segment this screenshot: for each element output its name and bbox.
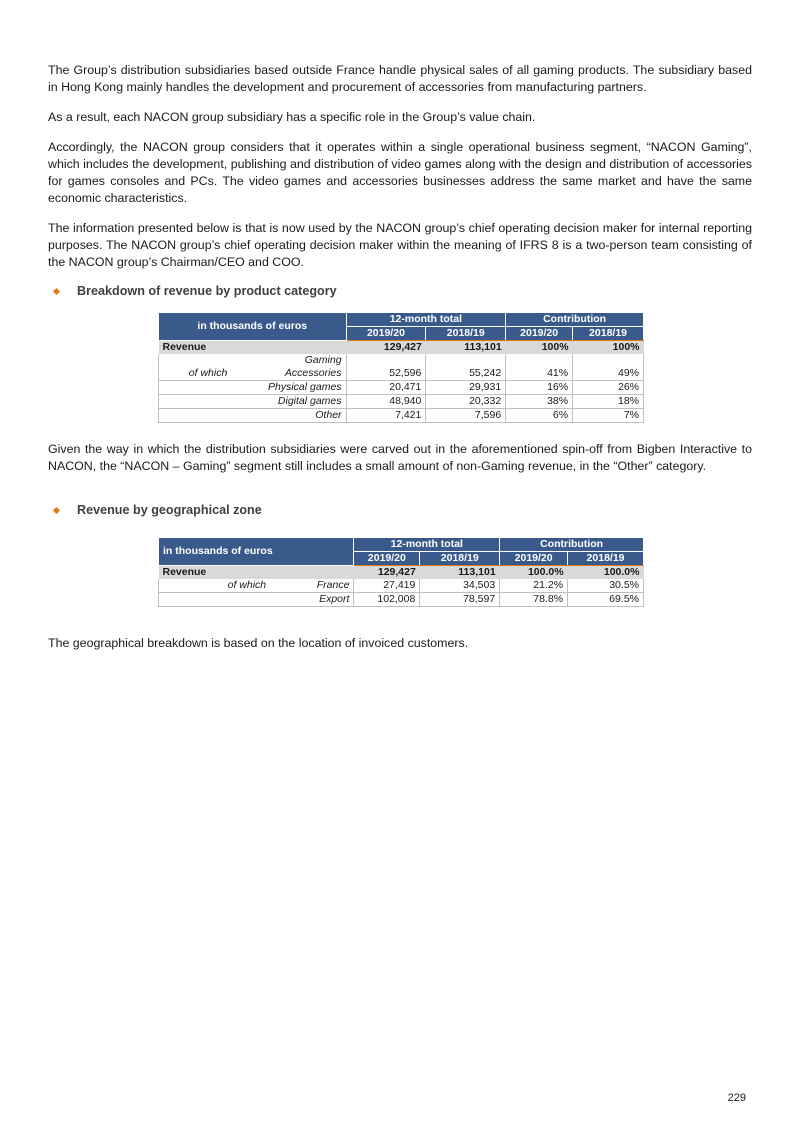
page-number: 229 (727, 1092, 746, 1104)
cell-value: 100.0% (568, 566, 644, 580)
col-header: 2019/20 (506, 327, 573, 341)
row-label: Gaming (231, 354, 346, 367)
col-header: 2018/19 (420, 552, 500, 566)
group-header-total: 12-month total (346, 313, 506, 327)
revenue-by-zone-table (158, 537, 644, 607)
cell-value: 7,596 (426, 409, 506, 423)
table-row (159, 381, 644, 395)
table-unit-header: in thousands of euros (159, 313, 347, 341)
col-header: 2019/20 (354, 552, 420, 566)
heading-text: Revenue by geographical zone (77, 503, 262, 517)
cell-value: 27,419 (354, 579, 420, 593)
paragraph-ifrs8: The information presented below is that is now used by the NACON group’s chief operating decision maker for internal reporting purposes. The NACON group’s chief operating decision maker within the meaning of IFRS 8 is a two-person team consisting of the NACON group’s Chairman/CEO and COO. (48, 221, 752, 269)
document-page (48, 62, 752, 665)
section-heading-geographical-zone (54, 503, 752, 517)
cell-value: 113,101 (426, 341, 506, 355)
row-label: Export (270, 593, 354, 607)
table-row (159, 395, 644, 409)
col-header: 2018/19 (573, 327, 644, 341)
revenue-row (159, 566, 644, 580)
cell-value: 78.8% (500, 593, 568, 607)
revenue-by-product-table (158, 312, 644, 423)
cell-value: 29,931 (426, 381, 506, 395)
cell-value: 113,101 (420, 566, 500, 580)
row-label: Other (231, 409, 346, 423)
cell-value: 49% (573, 367, 644, 381)
cell-value: 18% (573, 395, 644, 409)
table-row-gaming (159, 354, 644, 367)
revenue-row (159, 341, 644, 355)
paragraph-value-chain: As a result, each NACON group subsidiary has a specific role in the Group’s value chain. (48, 110, 536, 124)
orange-diamond-bullet-icon (53, 506, 60, 513)
cell-value: 26% (573, 381, 644, 395)
cell-value: 129,427 (354, 566, 420, 580)
cell-value: 30.5% (568, 579, 644, 593)
cell-value: 20,471 (346, 381, 426, 395)
cell-value: 7,421 (346, 409, 426, 423)
cell-value: 102,008 (354, 593, 420, 607)
cell-value: 41% (506, 367, 573, 381)
group-header-total: 12-month total (354, 538, 500, 552)
paragraph-segment: Accordingly, the NACON group considers that it operates within a single operational business segment, “NACON Gaming”, which includes the development, publishing and distribution of video games along with the design and distribution of accessories for games consoles and PCs. The video games and accessories businesses address the same market and have the same economic characteristics. (48, 140, 752, 205)
cell-value: 20,332 (426, 395, 506, 409)
col-header: 2018/19 (568, 552, 644, 566)
heading-text: Breakdown of revenue by product category (77, 284, 337, 298)
cell-value: 69.5% (568, 593, 644, 607)
group-header-contribution: Contribution (500, 538, 644, 552)
cell-value: 21.2% (500, 579, 568, 593)
group-header-contribution: Contribution (506, 313, 644, 327)
col-header: 2019/20 (500, 552, 568, 566)
table-row (159, 579, 644, 593)
paragraph-distribution: The Group’s distribution subsidiaries based outside France handle physical sales of all gaming products. The subsidiary based in Hong Kong mainly handles the development and procurement of accessories from manufacturing partners. (48, 63, 752, 94)
row-label: Digital games (231, 395, 346, 409)
paragraph-geo-basis: The geographical breakdown is based on the location of invoiced customers. (48, 636, 469, 650)
cell-value: 52,596 (346, 367, 426, 381)
cell-value: 100.0% (500, 566, 568, 580)
cell-value: 6% (506, 409, 573, 423)
paragraph-other-category: Given the way in which the distribution subsidiaries were carved out in the aforementioned spin-off from Bigben Interactive to NACON, the “NACON – Gaming” segment still includes a small amount of non-Gaming revenue, in the “Other” category. (48, 442, 752, 473)
row-label: Revenue (159, 341, 347, 355)
of-which-label: of which (159, 579, 271, 593)
table-row (159, 593, 644, 607)
cell-value: 78,597 (420, 593, 500, 607)
table-unit-header: in thousands of euros (159, 538, 354, 566)
col-header: 2019/20 (346, 327, 426, 341)
cell-value: 38% (506, 395, 573, 409)
table-row (159, 409, 644, 423)
of-which-label: of which (159, 367, 232, 381)
cell-value: 100% (506, 341, 573, 355)
cell-value: 7% (573, 409, 644, 423)
cell-value: 100% (573, 341, 644, 355)
row-label: Physical games (231, 381, 346, 395)
cell-value: 16% (506, 381, 573, 395)
cell-value: 34,503 (420, 579, 500, 593)
col-header: 2018/19 (426, 327, 506, 341)
table-row (159, 367, 644, 381)
cell-value: 55,242 (426, 367, 506, 381)
section-heading-product-category (54, 284, 752, 298)
row-label: Revenue (159, 566, 354, 580)
row-label: Accessories (231, 367, 346, 381)
cell-value: 129,427 (346, 341, 426, 355)
cell-value: 48,940 (346, 395, 426, 409)
row-label: France (270, 579, 354, 593)
orange-diamond-bullet-icon (53, 287, 60, 294)
